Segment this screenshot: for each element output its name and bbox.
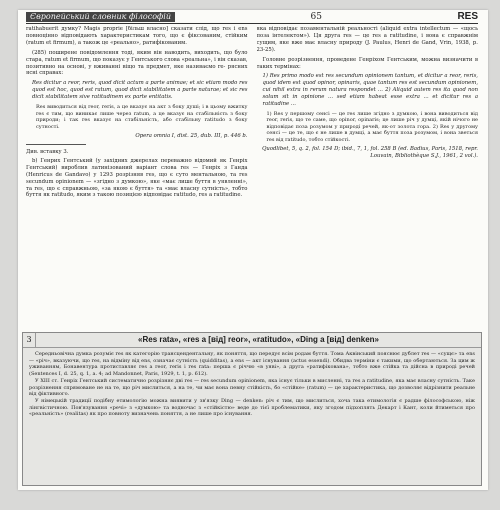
left-column (26, 26, 248, 326)
citation: Opera omnia I, dist. 25, dub. III, p. 446 b. (135, 133, 248, 140)
page-number: 65 (310, 12, 322, 22)
section-label: RES (457, 11, 478, 22)
book-page (18, 10, 488, 490)
box-paragraph: Середньовічна думка розуміє res як категорію трансцендентальну, як поняття, що передує всім родам буття. Тома Аквінський пояснює дублет res — «сущє» та ens — «річ», вказуючи, що res, на відміну від ens, означає сутність (quidditas), а ens — акт існування (actus essendi). Обидва терміни є такими, що обертаються. За цим ж уживанням, Бонавентура протиставляє res a reor, reris і res rata: перша є річчю «в уяві», а друга «ратифікована», тобто вже стійка та дійсна в природі речей (Sentences I, d. 25, q. 1, a. 4; ad Mandonnet, Paris, 1929, t. 1, p. 612). (29, 351, 475, 378)
header-rule (26, 23, 478, 24)
running-title: Європейський словник філософій (26, 12, 175, 22)
paragraph: b) Генрих Гентський (у західних джерелах переважно відомий як Генріх Гентський) вироблив латинізований варіант слова res — Генріх з Ганда (Henricus de Gandavo) у 1293 розрізняв res, що є суто ментальною, та res secundum opinionem — «згідно з думкою», яке «має лише буття в уявленні», та res, що є справжньою, «за якою є буття» та «має власну сутність», тобто буття як ratitudo, яким з такою позицією відповідає ratitudo, res a ratitudine. (26, 157, 248, 199)
cross-reference-link[interactable]: Див. вставку 3. (26, 148, 69, 155)
paragraph: яка відповідає позаментальній реальності (aliquid extra intellectum — «щось поза інтелектом»). Ця друга res — це res a ratitudine, і вона є справжнім сущим, яке вже має власну природу (J. Paulus, Henri de Gand, Vrin, 1938, p. 23-25). (256, 26, 478, 53)
page-header (26, 10, 478, 22)
box-number: 3 (23, 333, 36, 347)
sidebar-box (22, 332, 482, 486)
box-paragraph: У XIII ст. Генріх Гентський систематично розрізняє дві res — res secundum opinionem, яка існує тільки в мисленні, та res a ratitudine, яка має власну сутність. Таке розрізнення спрямоване не на те, що річ мислиться, а на те, чи має вона певну стійкість, бо «стійке» (ratum) — це характеристика, що дозволяє відрізнити реальне від фіктивного. (29, 377, 475, 398)
text-columns (26, 26, 478, 326)
latin-quote: 1) Res primo modo est res secundum opinionem tantum, et dicitur a reor, reris, quod idem est quod opinor, opinaris, quae tantum res est secundum opinionem, cui nihil extra in rerum natura respondet ... 2) Aliquid autem res ita quod non solum sit in opinione ... sed etiam habeat esse extra ... et dicitur res a ratitudine ... (262, 73, 478, 108)
box-paragraph: У німецькій традиції подібну етимологію можна виявити у зв'язку Ding — denken: річ є тим, що мислиться, хоча така етимологія є радше філософською, ніж лінгвістичною. Пов'язування «речі» з «думкою» та водночас з «стійкістю» веде до тієї проблематики, яку згодом підхоплять Декарт і Кант, коли йтиметься про «реальність» (realitas) як про повноту визначень поняття, а не лише про існування. (29, 397, 475, 418)
right-column (257, 26, 479, 326)
box-body (23, 348, 481, 418)
citation: Quodlibet, 5, q. 2, fol. 154 D; ibid., 7, 1, fol. 258 B (ed. Badius, Paris, 1518, repr. Louvain, Bibliothèque S.J., 1961, 2 vol.). (262, 146, 478, 160)
box-header (23, 333, 481, 348)
translation-quote: 1) Res у першому сенсі — це res лише згідно з думкою, і вона виводиться від reor, reris, що те саме, що opinor, opinaris; це лише річ у думці, якій нічого не відповідає поза розумом у природі речей, як-от золота гора. 2) Res у другому сенсі — це те, що є не лише в думці, а має буття поза розумом, і вона зветься res від ratitudo, тобто стійкості. (266, 110, 478, 143)
latin-quote: Res dicitur a reor, reris, quod dicit actum a parte animae; et sic etiam modo res quod est hoc, quod est ratum, quod dicit stabilitatem a parte naturae; et sic res dicit stabilitatem sive ratitudinem ex parte entitatis. (32, 80, 248, 101)
translation-quote: Res виводиться від reor, reris, а це вказує на акт з боку душі; і в цьому вжитку res є тим, що виникає лише через ratum, а це вказує на стабільність з боку природи; і так res вказує на стабільність, або стабільну ratitudo з боку сутності. (36, 104, 248, 130)
paragraph: Головне розрізнення, проведене Генріхом Гентським, можна визначити в таких термінах: (256, 56, 478, 70)
box-title: «Res rata», «res a [від] reor», «ratitudo», «Ding a [від] denken» (138, 334, 379, 344)
paragraph: ratihabuerit думку? Magis proprie [більш власно] сказати слід, що res і ens повноцінно відповідають характеристикам того, що є фіксованим, стійким (ratum et firmum), а також це «реально», ратифікованим. (26, 26, 248, 46)
note-divider (26, 144, 86, 145)
paragraph: (285) поширене повідомлення тоді, яким він наводить, виходить, що було стара, ratum et firmum, що показує у Гентського слова «реальна», і він сказав, позитивно на основі, у вживанні віщо та предмет, яке називаємо re- рясних ясні справах: (26, 49, 248, 77)
